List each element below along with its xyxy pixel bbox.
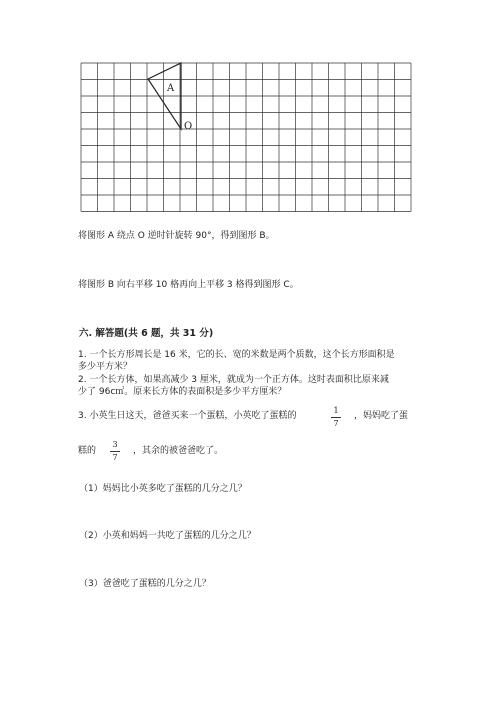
grid-figure bbox=[0, 0, 500, 215]
question-3-part-1: 3. 小英生日这天，爸爸买来一个蛋糕，小英吃了蛋糕的 bbox=[78, 411, 297, 421]
label-o: O bbox=[184, 121, 193, 132]
fraction-2-bar bbox=[110, 451, 120, 452]
question-1-line-1: 1. 一个长方形周长是 16 米，它的长、宽的米数是两个质数，这个长方形面积是 bbox=[78, 350, 395, 360]
question-3-part-3: 糕的 bbox=[78, 446, 97, 456]
question-2-line-1: 2. 一个长方体，如果高减少 3 厘米，就成为一个正方体。这时表面积比原来减 bbox=[78, 375, 389, 385]
question-3-sub-2: （2）小英和妈妈一共吃了蛋糕的几分之几？ bbox=[79, 531, 256, 541]
question-3-part-4: ，其余的被爸爸吃了。 bbox=[133, 446, 224, 456]
label-a: A bbox=[167, 83, 175, 94]
question-3-sub-1: （1）妈妈比小英多吃了蛋糕的几分之几？ bbox=[79, 484, 247, 494]
rotation-instruction: 将图形 A 绕点 O 逆时针旋转 90°，得到图形 B。 bbox=[78, 231, 275, 241]
fraction-1-bar bbox=[331, 417, 341, 418]
question-2-line-2: 少了 96c㎡。原来长方体的表面积是多少平方厘米？ bbox=[78, 387, 287, 397]
translation-instruction: 将图形 B 向右平移 10 格再向上平移 3 格得到图形 C。 bbox=[78, 280, 299, 290]
grid-lines bbox=[81, 63, 411, 212]
fraction-one-seventh bbox=[330, 406, 342, 429]
fraction-2-numerator: 3 bbox=[112, 440, 118, 449]
question-1-line-2: 多少平方米？ bbox=[78, 362, 133, 372]
section-title: 六. 解答题(共 6 题，共 31 分) bbox=[79, 328, 214, 339]
question-3-sub-3: （3）爸爸吃了蛋糕的几分之几？ bbox=[79, 579, 211, 589]
fraction-three-sevenths bbox=[109, 440, 121, 463]
fraction-2-denominator: 7 bbox=[112, 453, 118, 462]
question-3-part-2: ，妈妈吃了蛋 bbox=[354, 411, 409, 421]
fraction-1-numerator: 1 bbox=[333, 406, 339, 415]
fraction-1-denominator: 7 bbox=[333, 419, 339, 428]
